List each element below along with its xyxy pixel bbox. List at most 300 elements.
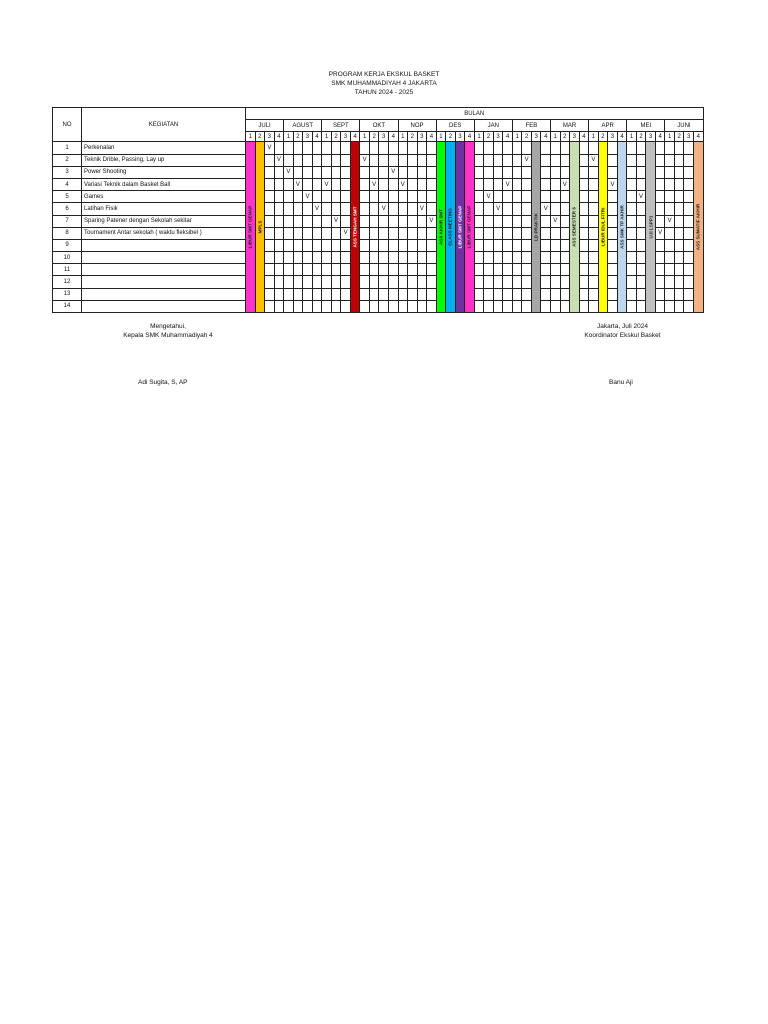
week-cell [417, 191, 427, 203]
week-cell [388, 191, 398, 203]
schedule-band [446, 142, 456, 313]
week-cell [484, 142, 494, 154]
week-cell [560, 288, 570, 300]
week-cell [369, 191, 379, 203]
week-cell [417, 300, 427, 312]
week-cell [408, 276, 418, 288]
week-cell [303, 166, 313, 178]
week-cell [331, 154, 341, 166]
schedule-band [531, 142, 541, 313]
week-cell [274, 300, 284, 312]
week-cell [674, 166, 684, 178]
title-line-2: SMK MUHAMMADIYAH 4 JAKARTA [331, 80, 437, 87]
week-cell [331, 166, 341, 178]
week-cell [474, 154, 484, 166]
week-cell [331, 288, 341, 300]
week-cell [589, 288, 599, 300]
week-cell [560, 142, 570, 154]
check-mark: V [553, 218, 558, 225]
week-cell [474, 227, 484, 239]
week-cell [684, 252, 694, 264]
week-number: 2 [293, 132, 303, 142]
week-number: 3 [341, 132, 351, 142]
week-cell [331, 264, 341, 276]
week-cell [522, 191, 532, 203]
month-header: MEI [627, 120, 665, 132]
week-cell [636, 264, 646, 276]
week-cell [484, 203, 494, 215]
week-cell [684, 300, 694, 312]
week-cell [427, 179, 437, 191]
band-label: LIBUR IDUL FITRI [600, 207, 606, 247]
row-activity [82, 288, 246, 300]
week-cell [512, 300, 522, 312]
week-cell [360, 288, 370, 300]
week-cell [484, 215, 494, 227]
week-cell [474, 215, 484, 227]
table-row [53, 142, 704, 154]
week-cell [560, 166, 570, 178]
week-cell [293, 203, 303, 215]
week-cell [398, 215, 408, 227]
row-activity [82, 239, 246, 251]
week-cell [369, 239, 379, 251]
week-cell [360, 252, 370, 264]
week-cell [284, 239, 294, 251]
week-cell [503, 154, 513, 166]
week-cell [484, 166, 494, 178]
week-cell [293, 300, 303, 312]
week-cell [341, 179, 351, 191]
week-cell [541, 179, 551, 191]
week-cell [674, 179, 684, 191]
week-cell [522, 276, 532, 288]
week-cell [274, 264, 284, 276]
no-header: NO [53, 108, 82, 142]
month-header: APR [589, 120, 627, 132]
week-cell [665, 154, 675, 166]
week-cell [408, 215, 418, 227]
week-cell [293, 227, 303, 239]
week-number: 1 [665, 132, 675, 142]
week-cell [579, 264, 589, 276]
check-mark: V [658, 230, 663, 237]
week-cell [541, 166, 551, 178]
week-cell [608, 276, 618, 288]
week-cell [388, 300, 398, 312]
week-cell [274, 288, 284, 300]
week-cell [427, 191, 437, 203]
week-cell [684, 166, 694, 178]
week-cell [589, 276, 599, 288]
week-cell [636, 300, 646, 312]
week-cell [331, 300, 341, 312]
week-cell [360, 264, 370, 276]
kegiatan-header: KEGIATAN [82, 108, 246, 142]
check-mark: V [496, 205, 501, 212]
week-cell [551, 239, 561, 251]
week-cell [284, 276, 294, 288]
week-cell [551, 191, 561, 203]
week-cell [303, 288, 313, 300]
week-cell [684, 203, 694, 215]
week-cell [388, 227, 398, 239]
week-number: 4 [541, 132, 551, 142]
week-cell [274, 227, 284, 239]
week-cell [427, 166, 437, 178]
week-cell [408, 179, 418, 191]
week-number: 3 [570, 132, 580, 142]
week-cell [579, 166, 589, 178]
week-cell [312, 300, 322, 312]
week-cell [388, 142, 398, 154]
row-number: 3 [53, 166, 82, 178]
week-cell [541, 252, 551, 264]
month-header: SEPT [322, 120, 360, 132]
week-number: 2 [255, 132, 265, 142]
week-cell [388, 179, 398, 191]
week-cell [655, 239, 665, 251]
row-activity: Sparing Patener dengan Sekolah sekitar [82, 215, 246, 227]
week-cell [560, 215, 570, 227]
week-cell [484, 191, 494, 203]
week-cell [331, 179, 341, 191]
week-cell [551, 276, 561, 288]
week-cell [627, 142, 637, 154]
bulan-header: BULAN [246, 108, 704, 120]
week-cell [522, 264, 532, 276]
week-cell [369, 288, 379, 300]
approval-label: Mengetahui, [150, 323, 186, 330]
week-cell [512, 288, 522, 300]
week-cell [655, 276, 665, 288]
row-number: 5 [53, 191, 82, 203]
week-cell [417, 252, 427, 264]
check-mark: V [639, 193, 644, 200]
week-cell [655, 142, 665, 154]
week-cell [331, 276, 341, 288]
week-cell [398, 154, 408, 166]
week-cell [551, 264, 561, 276]
week-number: 1 [474, 132, 484, 142]
week-cell [484, 227, 494, 239]
coordinator-title: Koordinator Ekskul Basket [584, 332, 661, 339]
week-cell [265, 166, 275, 178]
check-mark: V [314, 205, 319, 212]
week-cell [274, 203, 284, 215]
week-cell [408, 300, 418, 312]
week-cell [417, 288, 427, 300]
week-cell [655, 191, 665, 203]
month-header: JUNI [665, 120, 703, 132]
week-cell [665, 300, 675, 312]
week-cell [417, 215, 427, 227]
week-number: 4 [350, 132, 360, 142]
week-cell [274, 154, 284, 166]
week-cell [636, 179, 646, 191]
week-cell [493, 227, 503, 239]
week-number: 2 [674, 132, 684, 142]
week-cell [474, 166, 484, 178]
check-mark: V [372, 181, 377, 188]
week-cell [636, 288, 646, 300]
week-cell [551, 227, 561, 239]
week-cell [560, 191, 570, 203]
month-header: NOP [398, 120, 436, 132]
week-cell [341, 142, 351, 154]
week-cell [265, 179, 275, 191]
week-cell [408, 227, 418, 239]
title-line-1: PROGRAM KERJA EKSKUL BASKET [328, 71, 440, 78]
week-cell [379, 203, 389, 215]
week-cell [360, 239, 370, 251]
week-cell [627, 288, 637, 300]
week-cell [541, 264, 551, 276]
week-cell [379, 154, 389, 166]
week-cell [284, 288, 294, 300]
week-cell [655, 215, 665, 227]
week-cell [608, 191, 618, 203]
week-cell [408, 166, 418, 178]
check-mark: V [486, 193, 491, 200]
week-cell [512, 239, 522, 251]
week-cell [331, 191, 341, 203]
week-number: 4 [427, 132, 437, 142]
week-cell [427, 300, 437, 312]
week-number: 4 [274, 132, 284, 142]
week-cell [341, 239, 351, 251]
week-cell [493, 300, 503, 312]
week-cell [331, 239, 341, 251]
week-cell [369, 154, 379, 166]
week-cell [636, 203, 646, 215]
week-number: 4 [693, 132, 703, 142]
week-cell [322, 203, 332, 215]
week-cell [474, 276, 484, 288]
check-mark: V [305, 193, 310, 200]
week-number: 4 [312, 132, 322, 142]
row-number: 6 [53, 203, 82, 215]
week-cell [284, 300, 294, 312]
week-cell [541, 191, 551, 203]
week-cell [512, 179, 522, 191]
week-cell [427, 215, 437, 227]
week-cell [551, 203, 561, 215]
week-cell [388, 239, 398, 251]
week-cell [522, 215, 532, 227]
week-cell [360, 227, 370, 239]
week-cell [369, 227, 379, 239]
week-cell [417, 142, 427, 154]
title-line-3: TAHUN 2024 - 2025 [354, 89, 414, 96]
week-cell [331, 215, 341, 227]
band-label: CLASS MEETING [447, 208, 453, 247]
check-mark: V [524, 157, 529, 164]
week-cell [398, 166, 408, 178]
week-cell [579, 215, 589, 227]
week-cell [427, 264, 437, 276]
week-number: 2 [560, 132, 570, 142]
week-cell [265, 264, 275, 276]
week-cell [522, 300, 532, 312]
week-cell [636, 252, 646, 264]
week-cell [398, 288, 408, 300]
week-cell [560, 252, 570, 264]
week-cell [684, 215, 694, 227]
check-mark: V [286, 169, 291, 176]
week-cell [360, 300, 370, 312]
row-activity [82, 276, 246, 288]
week-cell [388, 264, 398, 276]
week-cell [379, 264, 389, 276]
week-cell [417, 239, 427, 251]
week-cell [551, 215, 561, 227]
week-cell [493, 203, 503, 215]
document-title [0, 70, 768, 97]
week-cell [484, 288, 494, 300]
week-number: 2 [331, 132, 341, 142]
week-cell [560, 276, 570, 288]
week-cell [684, 227, 694, 239]
week-cell [284, 203, 294, 215]
week-cell [493, 191, 503, 203]
week-cell [417, 276, 427, 288]
check-mark: V [610, 181, 615, 188]
week-number: 2 [598, 132, 608, 142]
week-cell [579, 300, 589, 312]
week-cell [408, 264, 418, 276]
week-cell [503, 203, 513, 215]
week-cell [341, 276, 351, 288]
schedule-band [465, 142, 475, 313]
check-mark: V [362, 157, 367, 164]
week-cell [388, 288, 398, 300]
week-cell [303, 191, 313, 203]
week-cell [503, 252, 513, 264]
week-cell [493, 239, 503, 251]
band-label: ASS SEMESTER 6 [571, 207, 577, 248]
week-cell [427, 154, 437, 166]
week-cell [674, 154, 684, 166]
week-cell [541, 300, 551, 312]
week-cell [503, 227, 513, 239]
week-cell [322, 166, 332, 178]
week-cell [369, 179, 379, 191]
week-cell [379, 191, 389, 203]
row-activity: Latihan Fisik [82, 203, 246, 215]
week-cell [589, 142, 599, 154]
week-cell [303, 239, 313, 251]
week-cell [284, 142, 294, 154]
week-cell [589, 252, 599, 264]
week-cell [360, 276, 370, 288]
coordinator-name: Banu Aji [609, 379, 633, 386]
week-cell [503, 166, 513, 178]
week-cell [322, 191, 332, 203]
week-cell [369, 252, 379, 264]
week-cell [293, 154, 303, 166]
week-cell [512, 227, 522, 239]
week-cell [379, 166, 389, 178]
schedule-band [350, 142, 360, 313]
week-cell [655, 300, 665, 312]
week-cell [303, 264, 313, 276]
week-cell [484, 264, 494, 276]
week-cell [312, 288, 322, 300]
week-cell [303, 276, 313, 288]
week-number: 4 [655, 132, 665, 142]
week-number: 3 [646, 132, 656, 142]
week-cell [674, 300, 684, 312]
row-number: 12 [53, 276, 82, 288]
week-cell [379, 276, 389, 288]
week-cell [522, 154, 532, 166]
week-cell [655, 154, 665, 166]
week-cell [551, 300, 561, 312]
check-mark: V [505, 181, 510, 188]
week-cell [360, 142, 370, 154]
week-cell [274, 179, 284, 191]
week-cell [665, 179, 675, 191]
check-mark: V [543, 205, 548, 212]
week-cell [503, 288, 513, 300]
week-number: 4 [579, 132, 589, 142]
week-cell [579, 203, 589, 215]
week-cell [503, 191, 513, 203]
row-activity: Power Shooting [82, 166, 246, 178]
week-cell [369, 142, 379, 154]
week-cell [322, 300, 332, 312]
week-cell [408, 203, 418, 215]
week-cell [293, 142, 303, 154]
week-cell [636, 276, 646, 288]
week-cell [274, 276, 284, 288]
week-cell [303, 179, 313, 191]
week-cell [331, 252, 341, 264]
week-number: 3 [303, 132, 313, 142]
week-cell [589, 300, 599, 312]
week-cell [331, 203, 341, 215]
week-cell [560, 154, 570, 166]
row-number: 10 [53, 252, 82, 264]
week-cell [522, 203, 532, 215]
week-cell [312, 227, 322, 239]
week-cell [293, 215, 303, 227]
week-number: 2 [369, 132, 379, 142]
week-cell [427, 142, 437, 154]
week-cell [655, 166, 665, 178]
week-cell [474, 179, 484, 191]
week-cell [398, 179, 408, 191]
week-cell [684, 288, 694, 300]
week-cell [388, 252, 398, 264]
week-cell [293, 288, 303, 300]
week-cell [484, 252, 494, 264]
week-cell [293, 239, 303, 251]
week-cell [284, 215, 294, 227]
row-number: 1 [53, 142, 82, 154]
row-number: 7 [53, 215, 82, 227]
week-cell [512, 264, 522, 276]
week-cell [398, 191, 408, 203]
week-cell [608, 215, 618, 227]
week-cell [398, 252, 408, 264]
week-cell [312, 264, 322, 276]
week-cell [303, 142, 313, 154]
week-cell [589, 154, 599, 166]
week-cell [551, 252, 561, 264]
check-mark: V [419, 205, 424, 212]
